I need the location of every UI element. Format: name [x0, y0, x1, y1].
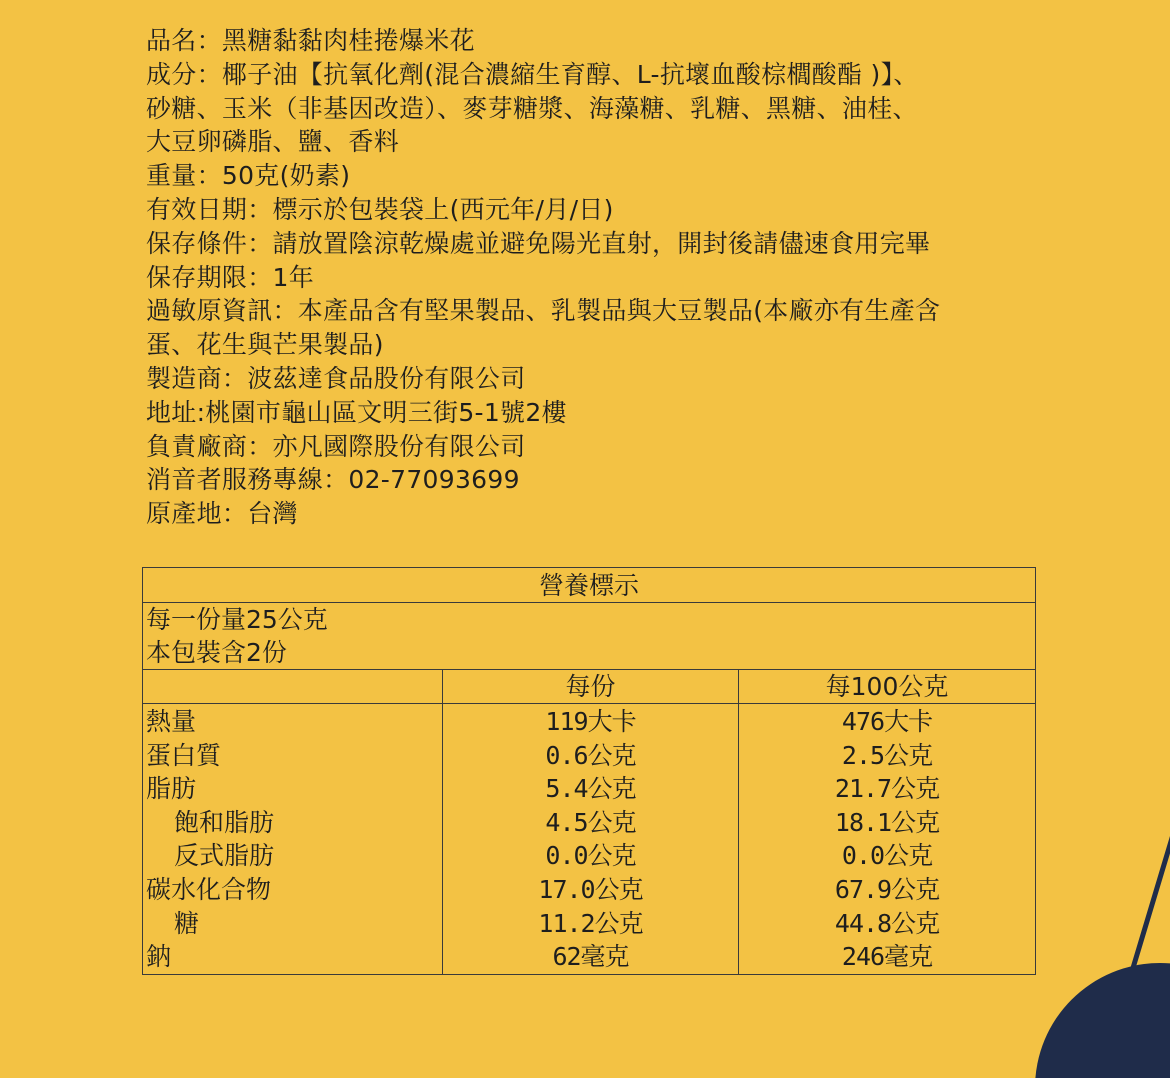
per-100g-value: 2.5公克	[841, 740, 933, 770]
nutrient-name: 反式脂肪	[174, 841, 275, 871]
nutrient-name: 糖	[174, 908, 200, 938]
per-100g-value: 18.1公克	[834, 807, 940, 837]
origin-line: 原產地：台灣	[146, 499, 298, 529]
shelf-life-line: 保存期限：1年	[146, 262, 315, 292]
allergen-line-2: 蛋、花生與芒果製品)	[146, 330, 384, 360]
per-serving-value: 0.6公克	[545, 740, 636, 770]
per-serving-value: 5.4公克	[545, 774, 636, 804]
lollipop-stick-icon	[1010, 818, 1170, 1078]
ingredients-line-1: 成分：椰子油【抗氧化劑(混合濃縮生育醇、L-抗壞血酸棕櫚酸酯 )】、	[146, 59, 919, 89]
per-100g-value: 44.8公克	[834, 908, 940, 938]
per-100g-value: 21.7公克	[834, 774, 940, 804]
nutrient-name: 鈉	[146, 942, 172, 972]
per-100g-value: 67.9公克	[834, 874, 940, 904]
weight-line: 重量：50克(奶素)	[146, 161, 351, 191]
header-blank	[143, 670, 443, 704]
per-serving-value: 11.2公克	[538, 908, 643, 938]
nutrient-name: 碳水化合物	[146, 874, 272, 904]
nutrient-name: 脂肪	[146, 774, 197, 804]
nutrient-names	[143, 704, 443, 975]
serving-size: 每一份量25公克	[146, 605, 328, 634]
per-serving-value: 119大卡	[545, 707, 636, 736]
per-100g-values	[739, 704, 1036, 975]
storage-condition-line: 保存條件：請放置陰涼乾燥處並避免陽光直射，開封後請儘速食用完畢	[146, 228, 931, 258]
expiry-line: 有效日期：標示於包裝袋上(西元年/月/日)	[146, 194, 614, 224]
nutrient-name: 熱量	[146, 707, 197, 736]
ingredients-line-3: 大豆卵磷脂、鹽、香料	[146, 127, 400, 157]
manufacturer-line: 製造商：波茲達食品股份有限公司	[146, 363, 526, 393]
header-per-100g: 每100公克	[739, 670, 1036, 704]
address-line: 地址:桃園市龜山區文明三街5-1號2樓	[146, 397, 567, 427]
decorative-stick-graphic	[1010, 818, 1170, 1078]
consumer-hotline-line: 消音者服務專線：02-77093699	[146, 465, 520, 495]
nutrition-title: 營養標示	[143, 568, 1036, 603]
per-serving-value: 4.5公克	[545, 807, 636, 837]
per-serving-values	[443, 704, 739, 975]
nutrient-name: 蛋白質	[146, 740, 222, 770]
per-serving-value: 62毫克	[552, 942, 629, 972]
responsible-company-line: 負責廠商：亦凡國際股份有限公司	[146, 431, 526, 461]
nutrient-name: 飽和脂肪	[174, 807, 275, 837]
product-info	[146, 24, 1046, 531]
nutrition-table	[142, 567, 1036, 975]
allergen-line-1: 過敏原資訊：本產品含有堅果製品、乳製品與大豆製品(本廠亦有生產含	[146, 296, 941, 326]
servings-per-package: 本包裝含2份	[146, 638, 287, 667]
header-per-serving: 每份	[443, 670, 739, 704]
product-name-line: 品名：黑糖黏黏肉桂捲爆米花	[146, 26, 475, 55]
serving-info	[143, 603, 1036, 670]
per-100g-value: 0.0公克	[841, 841, 933, 871]
per-serving-value: 0.0公克	[545, 841, 636, 871]
per-100g-value: 476大卡	[841, 707, 933, 736]
ingredients-line-2: 砂糖、玉米（非基因改造）、麥芽糖漿、海藻糖、乳糖、黑糖、油桂、	[146, 93, 918, 123]
per-100g-value: 246毫克	[841, 942, 933, 972]
per-serving-value: 17.0公克	[538, 874, 643, 904]
